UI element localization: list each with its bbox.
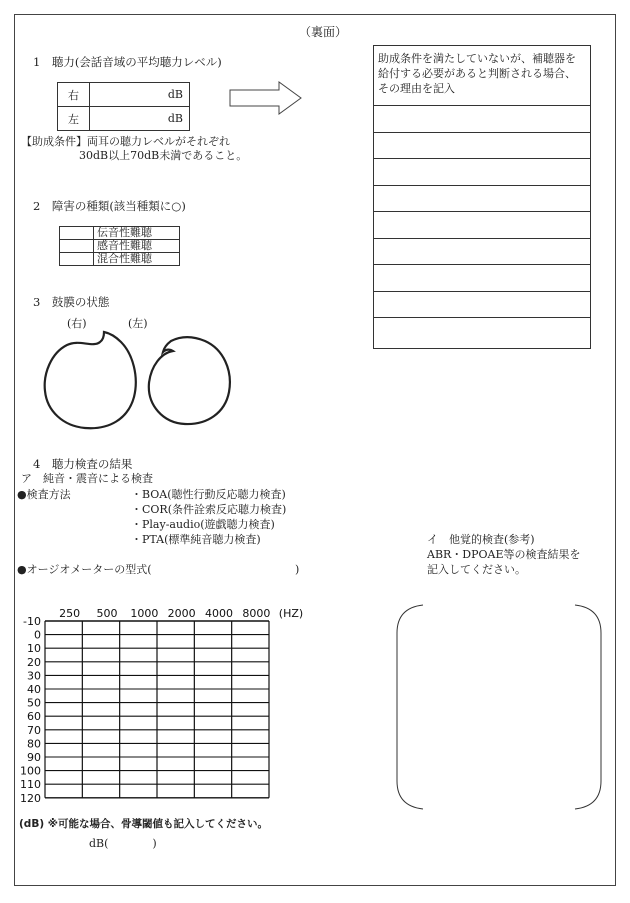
db-label: 0 xyxy=(34,628,41,642)
freq-label: 2000 xyxy=(167,607,196,620)
reason-line[interactable] xyxy=(374,318,590,345)
section2-title: 2 障害の種類(該当種類に○) xyxy=(33,199,186,213)
hearing-level-table xyxy=(57,82,190,131)
section3-title: 3 鼓膜の状態 xyxy=(33,295,110,309)
hearing-side-left: 左 xyxy=(58,107,90,131)
audiometer-close: ) xyxy=(295,563,300,576)
reason-line[interactable] xyxy=(374,239,590,266)
section4-sub-b-title: イ 他覚的検査(参考) xyxy=(427,533,535,546)
disorder-option-3: 混合性難聴 xyxy=(94,253,180,266)
section4-sub-b-line1: ABR・DPOAE等の検査結果を xyxy=(427,548,581,561)
section4-title: 4 聴力検査の結果 xyxy=(33,457,133,471)
abr-result-area[interactable] xyxy=(393,603,605,813)
db-label: 110 xyxy=(20,778,41,792)
hearing-value-left[interactable]: dB xyxy=(90,107,190,131)
db-label: 20 xyxy=(27,655,41,669)
db-label: 40 xyxy=(27,683,41,696)
db-label: 50 xyxy=(27,696,41,710)
reason-line[interactable] xyxy=(374,106,590,133)
form-page xyxy=(14,14,616,886)
db-label: 90 xyxy=(27,751,41,764)
reason-line[interactable] xyxy=(374,159,590,186)
eardrum-diagram xyxy=(43,329,243,435)
reason-line[interactable] xyxy=(374,292,590,319)
reason-line[interactable] xyxy=(374,212,590,239)
db-label: 60 xyxy=(27,710,41,724)
hearing-value-right[interactable]: dB xyxy=(90,83,190,107)
eardrum-left-outline xyxy=(149,337,230,424)
disorder-type-table xyxy=(59,226,180,266)
method-pta: ・PTA(標準純音聴力検査) xyxy=(131,533,261,546)
db-label: 120 xyxy=(20,791,41,805)
db-label: 80 xyxy=(27,737,41,751)
audiogram-chart xyxy=(15,589,315,835)
table-row xyxy=(60,253,180,266)
section4-sub-a: ア 純音・震音による検査 xyxy=(21,472,153,485)
condition-line2: 30dB以上70dB未満であること。 xyxy=(79,149,248,162)
table-row xyxy=(58,107,190,131)
disorder-mark-1[interactable] xyxy=(60,227,94,240)
reason-header: 助成条件を満たしていないが、補聴器を給付する必要があると判断される場合、その理由を記入 xyxy=(374,46,590,106)
reason-line[interactable] xyxy=(374,186,590,213)
db-label: 70 xyxy=(27,723,41,737)
reason-line[interactable] xyxy=(374,265,590,292)
freq-label: 8000 xyxy=(242,607,271,620)
freq-unit-label: (HZ) xyxy=(278,607,304,620)
audiometer-label: ●オージオメーターの型式( xyxy=(17,563,152,576)
section4-sub-b-line2: 記入してください。 xyxy=(427,563,526,576)
reason-line[interactable] xyxy=(374,133,590,160)
section1-title: 1 聴力(会話音域の平均聴力レベル) xyxy=(33,55,222,69)
disorder-mark-3[interactable] xyxy=(60,253,94,266)
method-cor: ・COR(条件詮索反応聴力検査) xyxy=(131,503,287,516)
table-row xyxy=(60,240,180,253)
method-label: ●検査方法 xyxy=(17,488,71,501)
audiogram-footer: (dB) ※可能な場合、骨導閾値も記入してください。 xyxy=(19,818,268,830)
db-label: 100 xyxy=(20,764,41,778)
disorder-option-1: 伝音性難聴 xyxy=(94,227,180,240)
arrow-right-icon xyxy=(229,81,303,115)
db-label: -10 xyxy=(23,615,41,628)
method-boa: ・BOA(聴性行動反応聴力検査) xyxy=(131,488,286,501)
eardrum-left-label: (左) xyxy=(128,317,148,330)
table-row xyxy=(58,83,190,107)
eardrum-right-label: (右) xyxy=(67,317,87,330)
table-row xyxy=(60,227,180,240)
right-bracket xyxy=(575,605,601,809)
freq-label: 500 xyxy=(96,607,118,620)
method-play-audio: ・Play-audio(遊戯聴力検査) xyxy=(131,518,275,531)
disorder-mark-2[interactable] xyxy=(60,240,94,253)
db-label: 30 xyxy=(27,669,41,683)
disorder-option-2: 感音性難聴 xyxy=(94,240,180,253)
eardrum-right-outline xyxy=(45,332,136,428)
hearing-side-right: 右 xyxy=(58,83,90,107)
freq-label: 4000 xyxy=(205,607,233,620)
freq-label: 250 xyxy=(59,607,81,620)
reason-box xyxy=(373,45,591,349)
side-title: （裏面） xyxy=(299,25,348,39)
freq-label: 1000 xyxy=(130,607,159,620)
db-entry[interactable]: dB( ) xyxy=(89,837,157,850)
db-label: 10 xyxy=(27,642,41,656)
left-bracket xyxy=(397,605,423,809)
condition-line1: 【助成条件】両耳の聴力レベルがそれぞれ xyxy=(21,135,230,148)
